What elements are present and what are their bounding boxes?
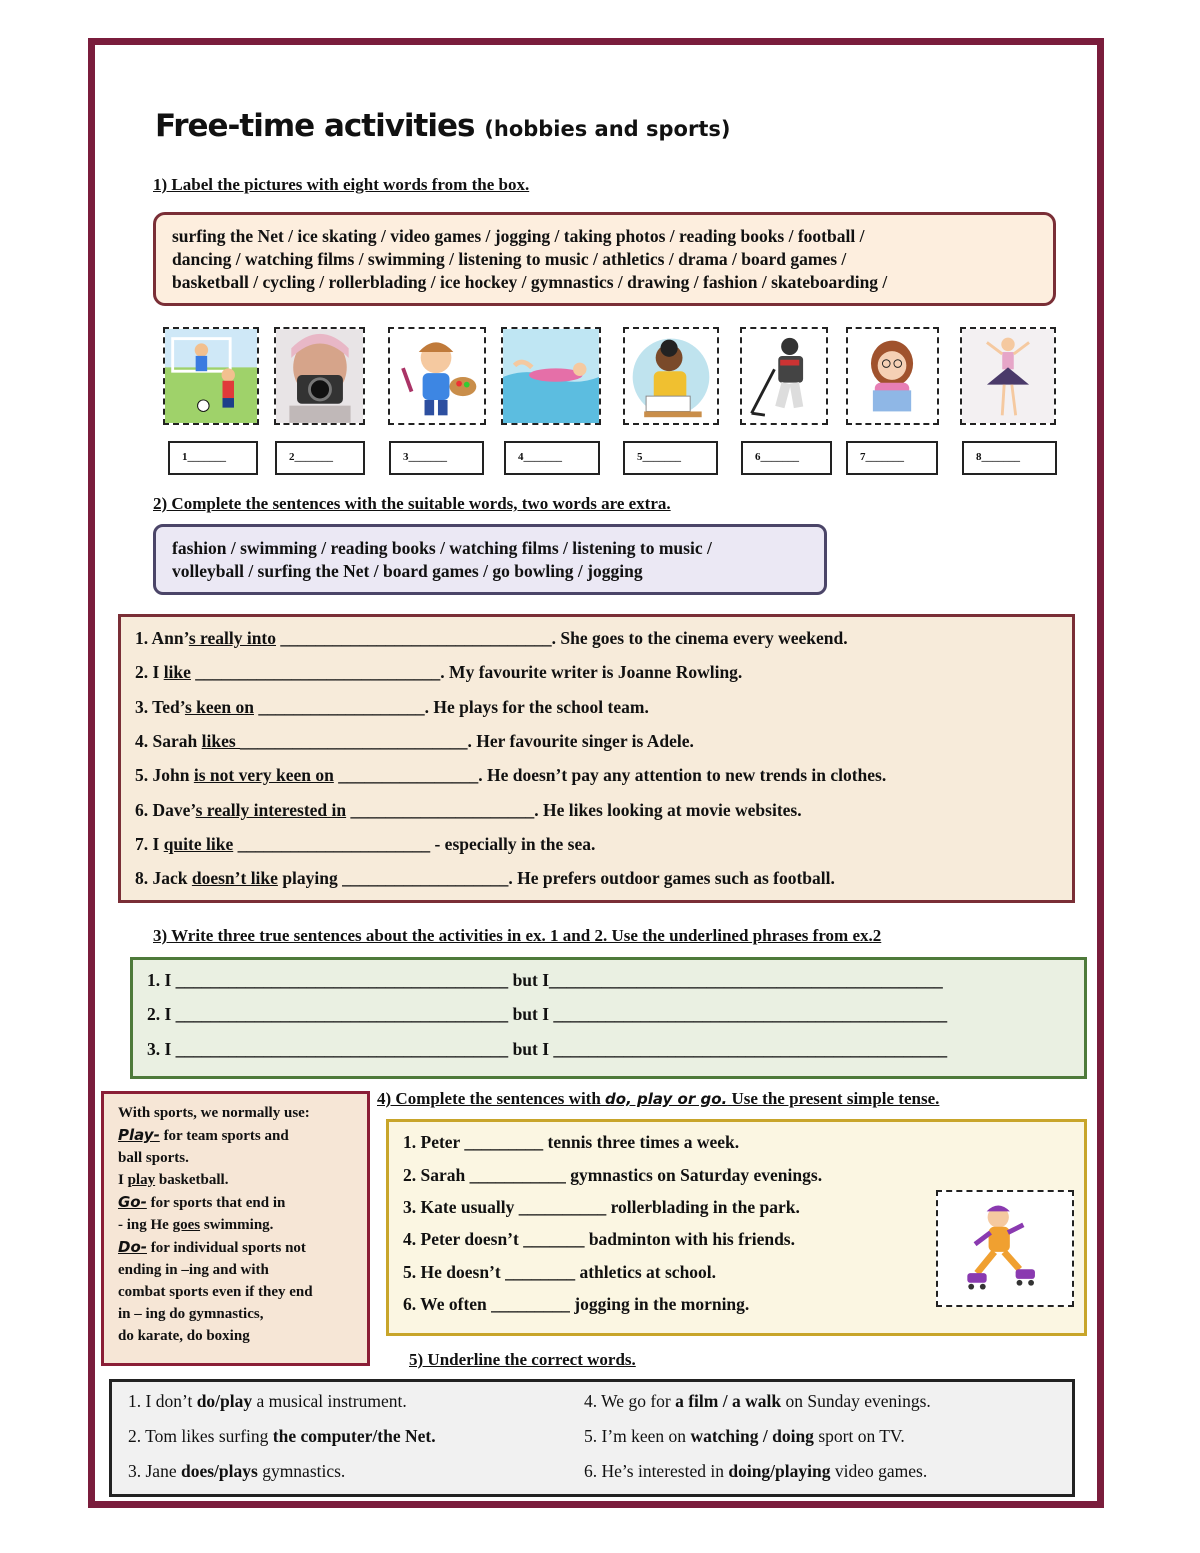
ex3-writing-box bbox=[130, 957, 1087, 1079]
word-box-line: dancing / watching films / swimming / listening to music / athletics / drama / board games / bbox=[172, 249, 847, 269]
ex4-instruction: 4) Complete the sentences with do, play or go. Use the present simple tense. bbox=[377, 1089, 940, 1108]
answer-blank[interactable]: _______________________________ bbox=[276, 628, 552, 648]
rule-play-desc: ball sports. bbox=[118, 1150, 189, 1166]
ex2-instruction: 2) Complete the sentences with the suitable words, two words are extra. bbox=[153, 494, 671, 513]
rule-play: Play- for team sports and bbox=[118, 1126, 289, 1144]
ex3-line[interactable]: 1. I ______________________________________ but I_____________________________________________ bbox=[147, 970, 943, 990]
word-box-line: basketball / cycling / rollerblading / ice hockey / gymnastics / drawing / fashion / skateboarding / bbox=[172, 272, 888, 292]
ex2-sentence: 5. John is not very keen on ________________. He doesn’t pay any attention to new trends in clothes. bbox=[135, 765, 887, 785]
ex2-sentence: 6. Dave’s really interested in _____________________. He likes looking at movie websites. bbox=[135, 800, 802, 820]
ex5-box bbox=[109, 1379, 1075, 1497]
camera-photographer-picture bbox=[274, 327, 365, 425]
picture-label-8[interactable]: 8_______ bbox=[962, 441, 1057, 475]
ex5-choice[interactable]: watching / doing bbox=[690, 1426, 814, 1446]
dancer-picture bbox=[960, 327, 1056, 425]
football-kids-picture bbox=[163, 327, 259, 425]
swimmer-picture bbox=[501, 327, 601, 425]
ex4-sentence[interactable]: 3. Kate usually __________ rollerblading in the park. bbox=[403, 1197, 800, 1217]
answer-blank[interactable]: ____________________________ bbox=[190, 662, 441, 682]
ex4-sentence[interactable]: 2. Sarah ___________ gymnastics on Saturday evenings. bbox=[403, 1165, 823, 1185]
ex2-sentence: 3. Ted’s keen on ___________________. He plays for the school team. bbox=[135, 697, 649, 717]
picture-label-6[interactable]: 6_______ bbox=[741, 441, 832, 475]
ex5-choice[interactable]: a film / a walk bbox=[675, 1391, 782, 1411]
answer-blank[interactable]: ___________________ bbox=[253, 697, 425, 717]
ex4-sentence[interactable]: 4. Peter doesn’t _______ badminton with his friends. bbox=[403, 1229, 795, 1249]
rule-do-desc: combat sports even if they end bbox=[118, 1284, 313, 1300]
ex4-sentence[interactable]: 5. He doesn’t ________ athletics at school. bbox=[403, 1262, 717, 1282]
picture-label-1[interactable]: 1_______ bbox=[168, 441, 258, 475]
ex2-sentences-box bbox=[118, 614, 1075, 903]
ex2-word-box bbox=[153, 524, 827, 595]
ex5-item: 2. Tom likes surfing the computer/the Net. bbox=[128, 1426, 436, 1446]
rule-go: Go- for sports that end in bbox=[118, 1193, 286, 1211]
ex4-sentence[interactable]: 6. We often _________ jogging in the morning. bbox=[403, 1294, 750, 1314]
ex5-instruction: 5) Underline the correct words. bbox=[409, 1350, 636, 1369]
answer-blank[interactable]: ________________ bbox=[333, 765, 479, 785]
worksheet-title: Free-time activities (hobbies and sports) bbox=[155, 108, 731, 144]
picture-label-5[interactable]: 5_______ bbox=[623, 441, 718, 475]
grammar-rule-box bbox=[101, 1091, 370, 1366]
ex5-item: 4. We go for a film / a walk on Sunday evenings. bbox=[584, 1391, 931, 1411]
painter-boy-picture bbox=[388, 327, 486, 425]
ex3-line[interactable]: 2. I ______________________________________ but I _____________________________________________ bbox=[147, 1004, 948, 1024]
rollerblader-picture bbox=[936, 1190, 1074, 1307]
rule-do-desc: ending in –ing and with bbox=[118, 1262, 269, 1278]
rule-play-example: I play basketball. bbox=[118, 1172, 229, 1188]
ex5-item: 3. Jane does/plays gymnastics. bbox=[128, 1461, 346, 1481]
girl-laptop-picture bbox=[846, 327, 939, 425]
reading-girl-picture bbox=[623, 327, 719, 425]
ex5-item: 6. He’s interested in doing/playing video games. bbox=[584, 1461, 928, 1481]
picture-label-4[interactable]: 4_______ bbox=[504, 441, 600, 475]
ice-hockey-player-picture bbox=[740, 327, 828, 425]
rule-do-desc: do karate, do boxing bbox=[118, 1328, 250, 1344]
picture-label-2[interactable]: 2_______ bbox=[275, 441, 365, 475]
ex2-sentence: 7. I quite like ______________________ - especially in the sea. bbox=[135, 834, 596, 854]
picture-label-3[interactable]: 3_______ bbox=[389, 441, 484, 475]
ex2-sentence: 1. Ann’s really into _______________________________. She goes to the cinema every weekend. bbox=[135, 628, 848, 648]
ex5-choice[interactable]: does/plays bbox=[180, 1461, 258, 1481]
worksheet-subtitle: (hobbies and sports) bbox=[484, 117, 731, 141]
rule-intro: With sports, we normally use: bbox=[118, 1105, 310, 1121]
rule-do: Do- for individual sports not bbox=[118, 1238, 306, 1256]
ex5-choice[interactable]: do/play bbox=[196, 1391, 253, 1411]
answer-blank[interactable]: ______________________ bbox=[233, 834, 431, 854]
ex2-sentence: 2. I like ____________________________. My favourite writer is Joanne Rowling. bbox=[135, 662, 743, 682]
ex5-item: 5. I’m keen on watching / doing sport on TV. bbox=[584, 1426, 905, 1446]
answer-blank[interactable]: playing ___________________ bbox=[277, 868, 509, 888]
answer-blank[interactable]: __________________________ bbox=[240, 731, 468, 751]
ex5-choice[interactable]: doing/playing bbox=[728, 1461, 831, 1481]
ex2-sentence: 4. Sarah likes __________________________. Her favourite singer is Adele. bbox=[135, 731, 694, 751]
picture-label-7[interactable]: 7_______ bbox=[846, 441, 938, 475]
answer-blank[interactable]: _____________________ bbox=[346, 800, 535, 820]
ex3-line[interactable]: 3. I ______________________________________ but I _____________________________________________ bbox=[147, 1039, 948, 1059]
ex3-instruction: 3) Write three true sentences about the activities in ex. 1 and 2. Use the underlined phrases from ex.2 bbox=[153, 926, 882, 945]
rule-go-example: - ing He goes swimming. bbox=[118, 1217, 274, 1233]
ex1-word-box bbox=[153, 212, 1056, 306]
ex5-choice[interactable]: the computer/the Net. bbox=[272, 1426, 436, 1446]
ex1-instruction: 1) Label the pictures with eight words from the box. bbox=[153, 175, 530, 194]
ex2-sentence: 8. Jack doesn’t like playing ___________________. He prefers outdoor games such as football. bbox=[135, 868, 835, 888]
rule-do-desc: in – ing do gymnastics, bbox=[118, 1306, 264, 1322]
ex4-sentence[interactable]: 1. Peter _________ tennis three times a week. bbox=[403, 1132, 740, 1152]
word-box-line: surfing the Net / ice skating / video games / jogging / taking photos / reading books / football / bbox=[172, 226, 865, 246]
ex5-item: 1. I don’t do/play a musical instrument. bbox=[128, 1391, 407, 1411]
word-box-line: fashion / swimming / reading books / watching films / listening to music / bbox=[172, 538, 712, 558]
word-box-line: volleyball / surfing the Net / board games / go bowling / jogging bbox=[172, 561, 643, 581]
